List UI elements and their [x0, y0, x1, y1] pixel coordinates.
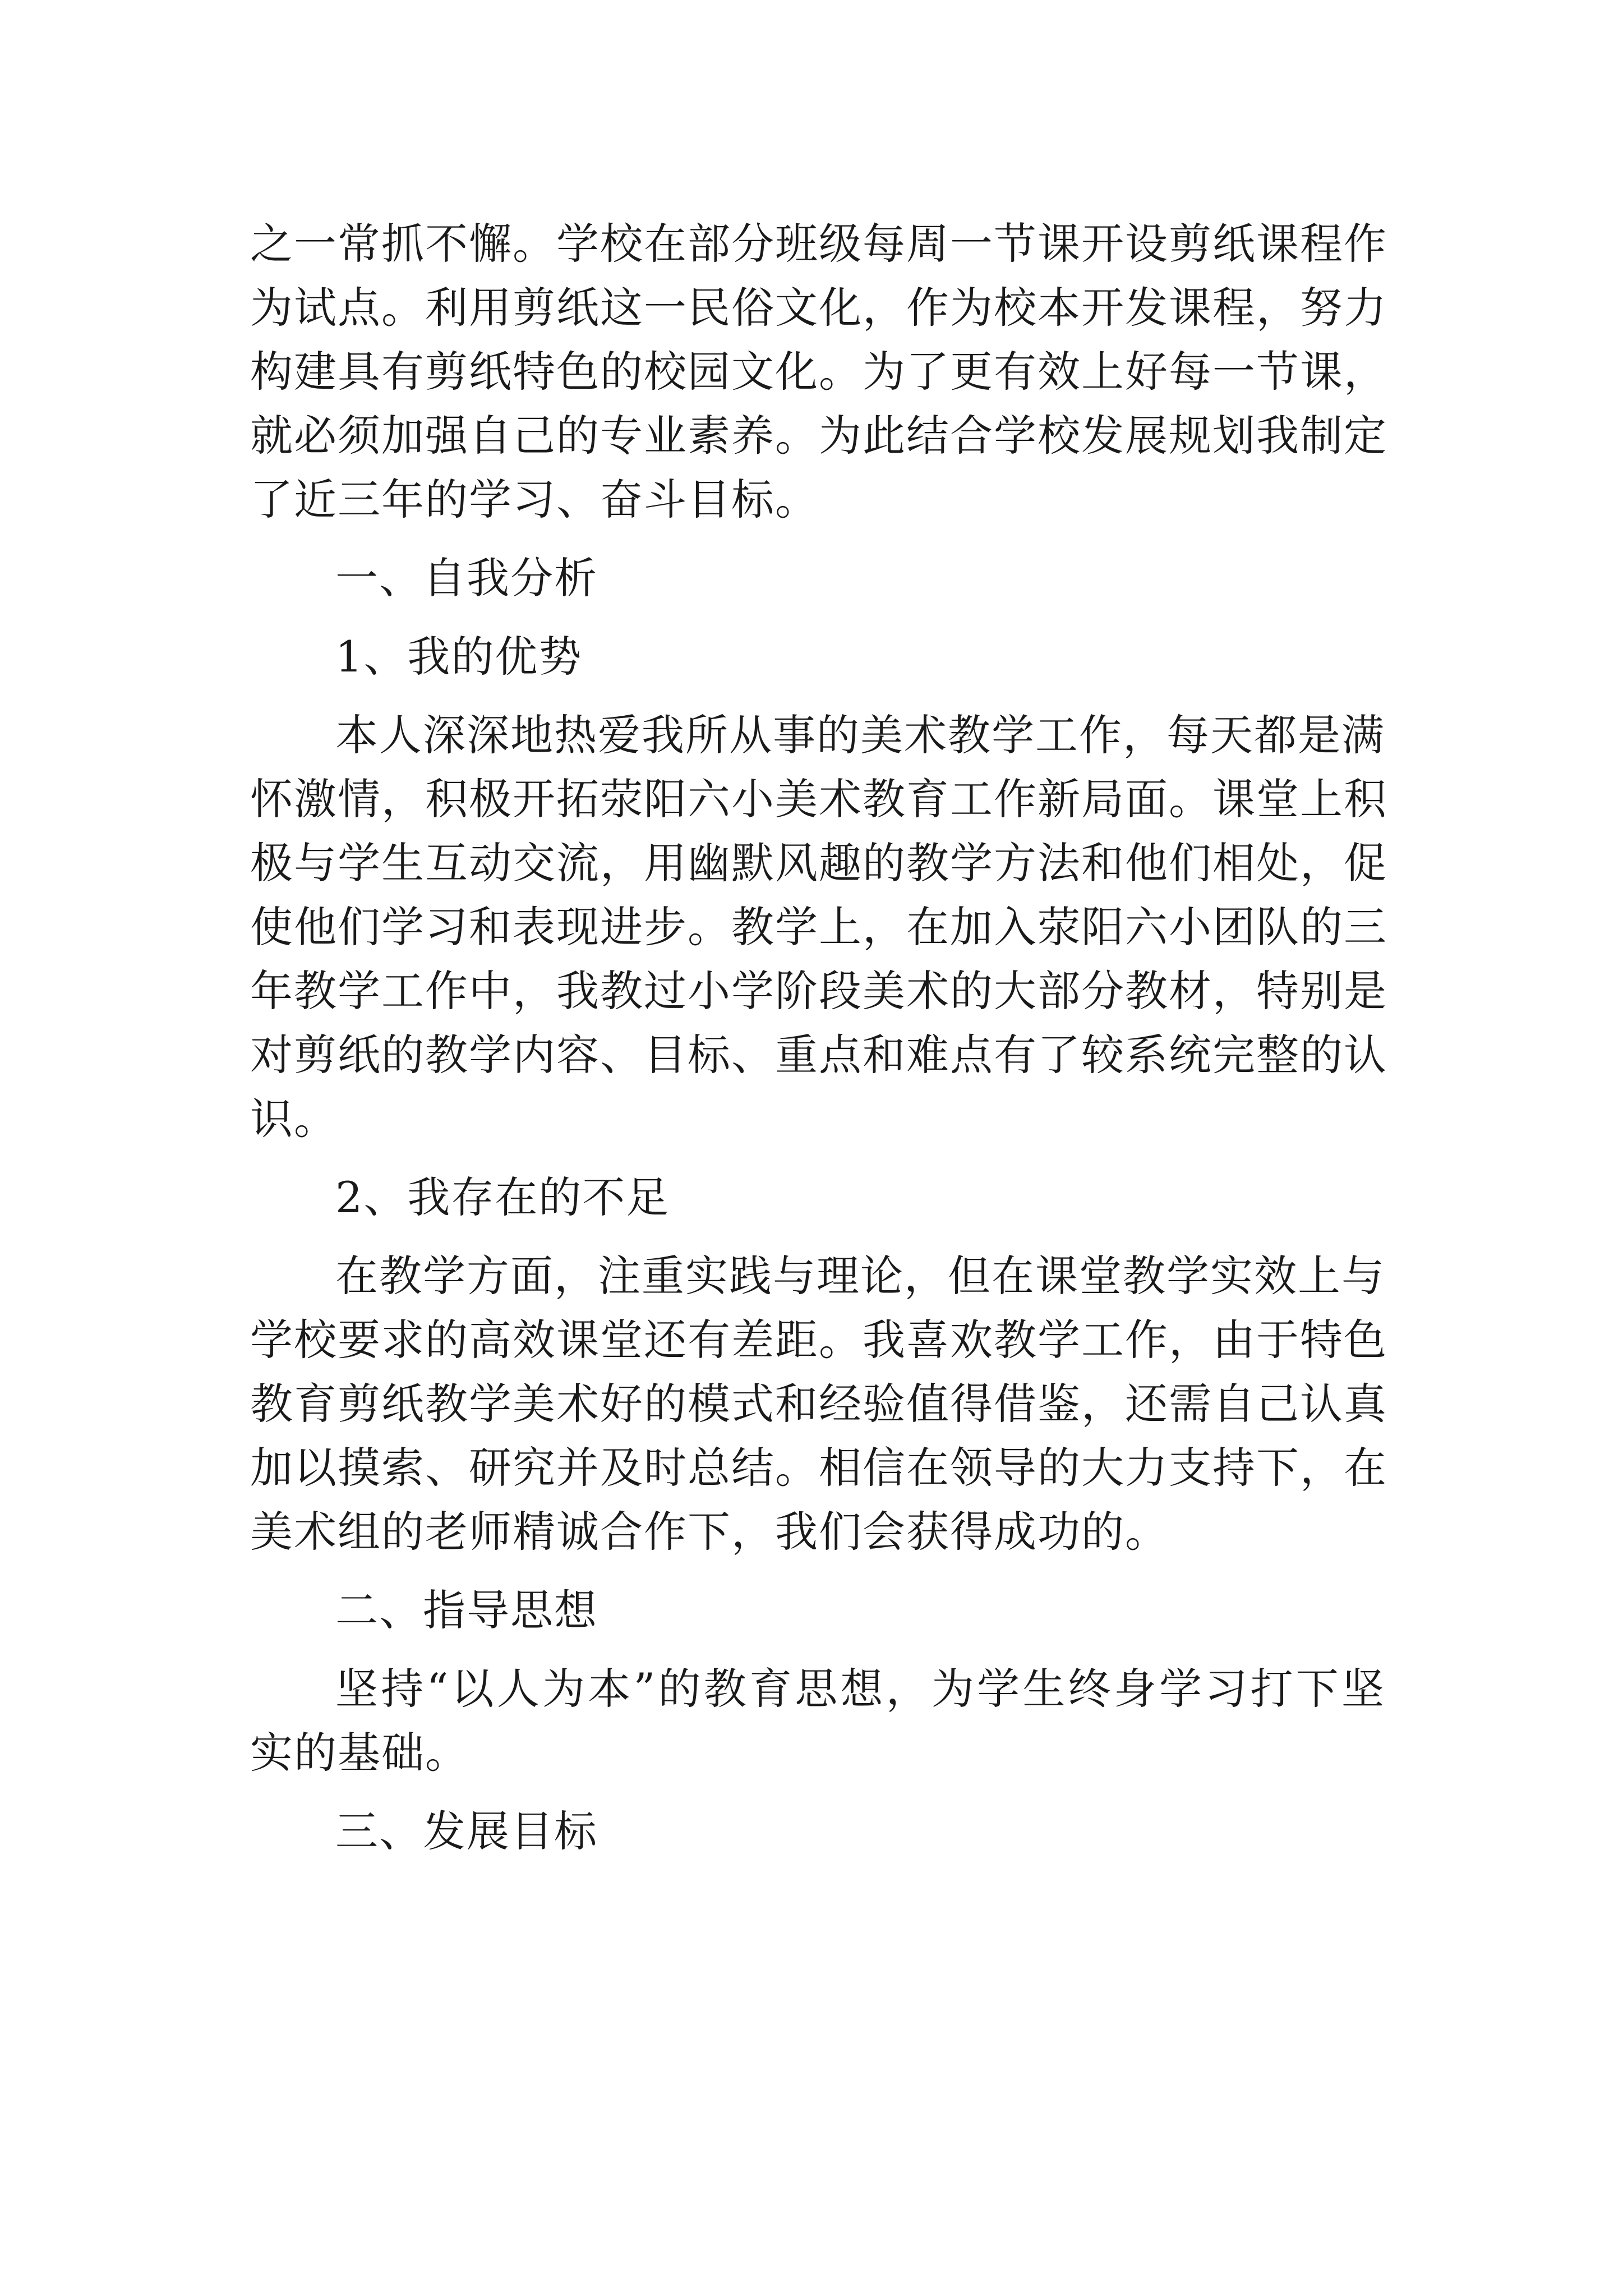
document-body: [250, 212, 1385, 1864]
text-line: 了近三年的学习、奋斗目标。: [250, 475, 819, 524]
section-heading-development-goals: 三、发展目标: [335, 1806, 598, 1856]
text-line: 年教学工作中，我教过小学阶段美术的大部分教材，特别是: [250, 966, 1387, 1016]
text-line: 学校要求的高效课堂还有差距。我喜欢教学工作，由于特色: [250, 1315, 1387, 1365]
text-line: 之一常抓不懈。学校在部分班级每周一节课开设剪纸课程作: [250, 219, 1387, 269]
paragraph-strengths: [250, 703, 1385, 1151]
text-line: 坚持“以人为本”的教育思想，为学生终身学习打下坚: [335, 1664, 1385, 1714]
paragraph-intro: [250, 212, 1385, 532]
section-heading-self-analysis: 一、自我分析: [335, 553, 598, 603]
text-line: 美术组的老师精诚合作下，我们会获得成功的。: [250, 1507, 1169, 1557]
text-line: 怀激情，积极开拓荥阳六小美术教育工作新局面。课堂上积: [250, 774, 1387, 824]
subsection-heading-strengths: 1、我的优势: [335, 632, 583, 682]
text-line: 使他们学习和表现进步。教学上，在加入荥阳六小团队的三: [250, 902, 1387, 952]
text-line: 教育剪纸教学美术好的模式和经验值得借鉴，还需自己认真: [250, 1379, 1387, 1429]
text-line: 识。: [250, 1094, 338, 1144]
text-line: 本人深深地热爱我所从事的美术教学工作，每天都是满: [335, 710, 1385, 760]
text-line: 就必须加强自己的专业素养。为此结合学校发展规划我制定: [250, 411, 1387, 461]
text-line: 加以摸索、研究并及时总结。相信在领导的大力支持下，在: [250, 1443, 1387, 1493]
text-line: 对剪纸的教学内容、目标、重点和难点有了较系统完整的认: [250, 1030, 1387, 1080]
text-line: 构建具有剪纸特色的校园文化。为了更有效上好每一节课，: [250, 347, 1387, 397]
text-line: 实的基础。: [250, 1728, 469, 1778]
section-heading-guiding-ideology: 二、指导思想: [335, 1585, 598, 1635]
subsection-heading-weaknesses: 2、我存在的不足: [335, 1172, 670, 1222]
text-line: 为试点。利用剪纸这一民俗文化，作为校本开发课程，努力: [250, 283, 1387, 333]
text-line: 在教学方面，注重实践与理论，但在课堂教学实效上与: [335, 1251, 1385, 1301]
paragraph-guiding: [250, 1657, 1385, 1785]
paragraph-weaknesses: [250, 1244, 1385, 1564]
text-line: 极与学生互动交流，用幽默风趣的教学方法和他们相处，促: [250, 838, 1387, 888]
